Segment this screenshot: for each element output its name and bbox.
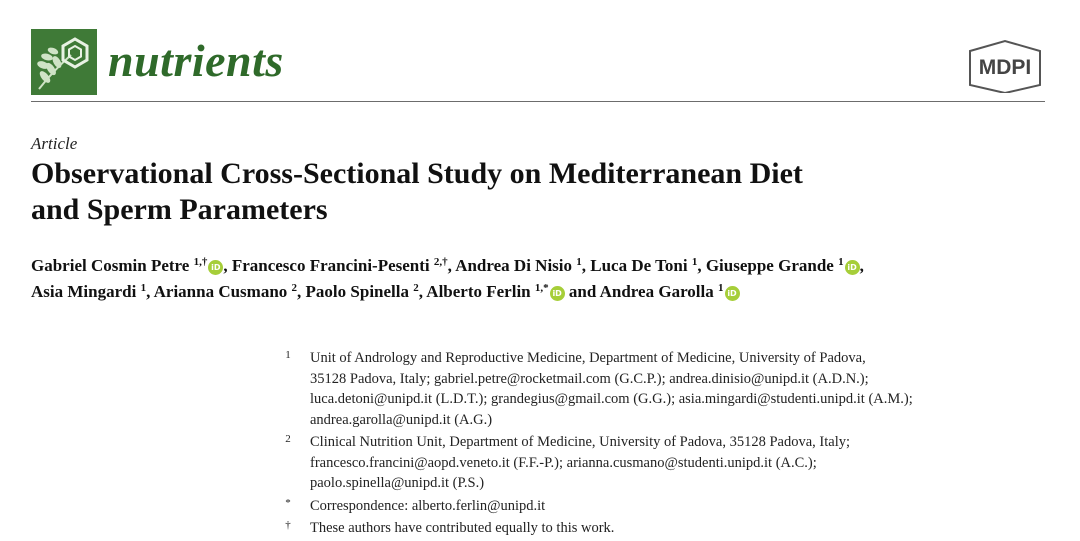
author-name[interactable]: Luca De Toni: [590, 256, 688, 275]
affiliation-item: [282, 432, 1062, 494]
author-name[interactable]: Andrea Di Nisio: [455, 256, 573, 275]
affiliation-text-line: Clinical Nutrition Unit, Department of Medicine, University of Padova, 35128 Padova, Italy;: [310, 434, 851, 450]
author-affiliation-marker: 1,*: [534, 282, 549, 294]
journal-name: nutrients: [108, 35, 284, 86]
author-affiliation-marker: 1: [691, 256, 698, 268]
author-separator: ,: [418, 282, 427, 301]
author-separator: ,: [697, 256, 706, 275]
author-name[interactable]: Gabriel Cosmin Petre: [31, 256, 190, 275]
affiliations-list: [282, 348, 1062, 541]
affiliation-text-line: luca.detoni@unipd.it (L.D.T.); grandegius@gmail.com (G.G.); asia.mingardi@studenti.unipd.it (A.M.);: [310, 391, 913, 407]
author-name[interactable]: Alberto Ferlin: [426, 282, 531, 301]
affiliation-item: [282, 348, 1062, 430]
affiliation-text-line: Correspondence: alberto.ferlin@unipd.it: [310, 497, 546, 514]
author-affiliation-marker: 1: [576, 256, 582, 268]
affiliation-text-line: andrea.garolla@unipd.it (A.G.): [310, 411, 493, 428]
journal-leaf-logo-icon: [31, 29, 97, 95]
journal-header: [31, 27, 1046, 97]
author-separator: ,: [859, 256, 864, 275]
article-title-line: and Sperm Parameters: [31, 193, 328, 226]
orcid-icon[interactable]: iD: [550, 286, 565, 301]
author-name[interactable]: Giuseppe Grande: [705, 256, 834, 275]
author-separator: ,: [297, 282, 306, 301]
author-affiliation-marker: 2: [291, 282, 298, 294]
author-name[interactable]: Arianna Cusmano: [153, 282, 288, 301]
mdpi-logo-text: MDPI: [978, 56, 1032, 79]
affiliation-text-line: These authors have contributed equally to this work.: [310, 520, 615, 536]
orcid-icon[interactable]: iD: [208, 260, 223, 275]
author-separator: ,: [146, 282, 154, 301]
author-separator: ,: [581, 256, 591, 275]
affiliation-text-line: 35128 Padova, Italy; gabriel.petre@rocketmail.com (G.C.P.); andrea.dinisio@unipd.it (A.D.N.);: [310, 370, 869, 387]
author-affiliation-marker: 1: [718, 282, 724, 294]
author-name[interactable]: Andrea Garolla: [599, 282, 714, 301]
author-name[interactable]: Asia Mingardi: [31, 282, 137, 301]
author-list: [31, 253, 1061, 305]
affiliation-item: [282, 496, 1062, 517]
author-affiliation-marker: 1,†: [193, 256, 208, 268]
affiliation-text-line: paolo.spinella@unipd.it (P.S.): [310, 475, 485, 491]
affiliation-marker: †: [285, 519, 291, 531]
orcid-icon[interactable]: iD: [845, 260, 860, 275]
author-affiliation-marker: 1: [838, 256, 844, 268]
affiliation-marker: 2: [285, 433, 291, 445]
author-separator: ,: [447, 256, 456, 275]
article-title-line: Observational Cross-Sectional Study on Mediterranean Diet: [31, 157, 803, 190]
orcid-icon[interactable]: iD: [725, 286, 740, 301]
author-separator: ,: [223, 256, 232, 275]
header-divider: [31, 101, 1045, 102]
author-name[interactable]: Paolo Spinella: [305, 282, 409, 301]
author-separator: and: [564, 282, 600, 301]
article-title: [31, 156, 1051, 228]
author-affiliation-marker: 2: [413, 282, 419, 294]
affiliation-item: [282, 518, 1062, 539]
author-name[interactable]: Francesco Francini-Pesenti: [231, 256, 430, 275]
affiliation-text-line: Unit of Andrology and Reproductive Medicine, Department of Medicine, University of Padova,: [310, 350, 866, 366]
affiliation-marker: 1: [285, 349, 291, 361]
author-affiliation-marker: 2,†: [433, 256, 448, 268]
article-type-label: Article: [31, 134, 78, 153]
mdpi-publisher-logo: [964, 37, 1046, 93]
affiliation-marker: *: [285, 496, 291, 509]
affiliation-text-line: francesco.francini@aopd.veneto.it (F.F.-P.); arianna.cusmano@studenti.unipd.it (A.C.);: [310, 454, 817, 471]
author-affiliation-marker: 1: [140, 282, 147, 294]
